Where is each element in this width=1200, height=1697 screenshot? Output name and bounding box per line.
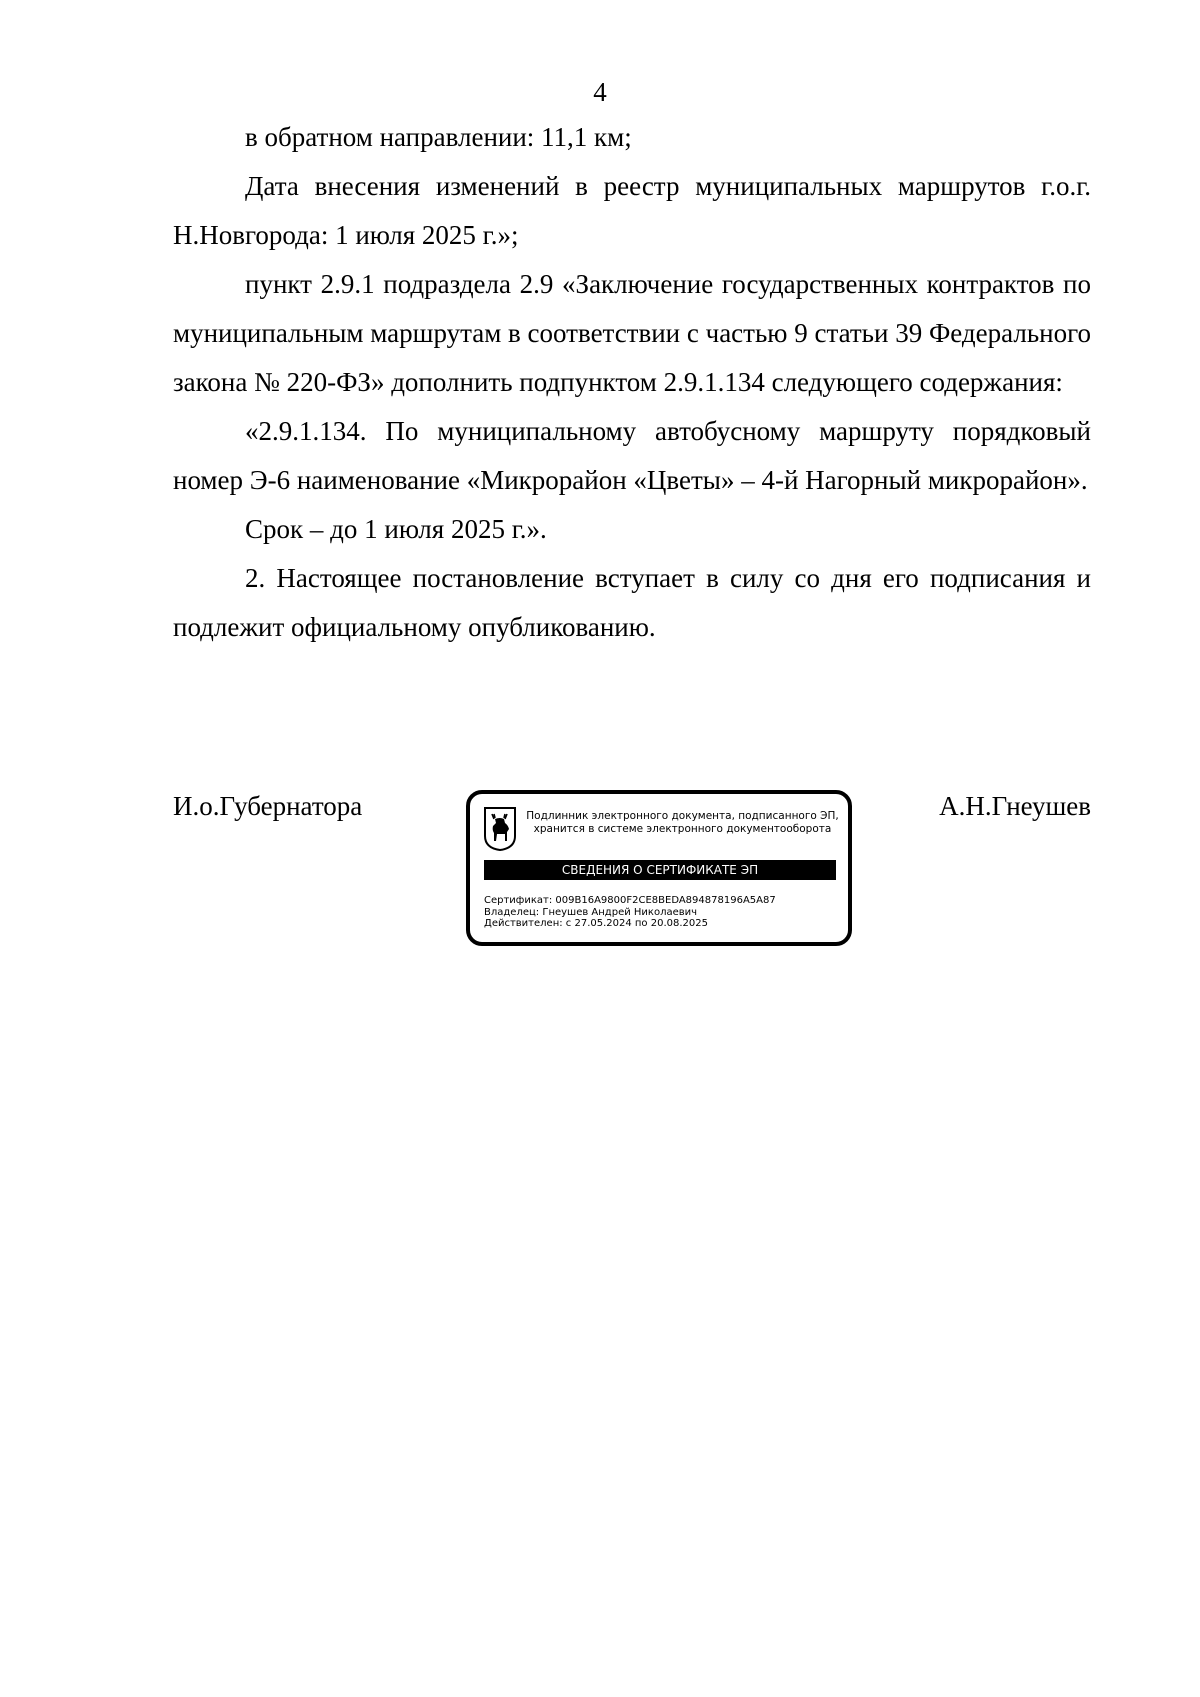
stamp-header (520, 810, 845, 836)
signatory-title: И.о.Губернатора (173, 791, 363, 821)
paragraph: 2. Настоящее постановление вступает в силу со дня его подписания и подлежит официальному опубликованию. (173, 563, 1091, 642)
page-number: 4 (593, 77, 607, 107)
paragraph: пункт 2.9.1 подраздела 2.9 «Заключение государственных контрактов по муниципальным маршрутам в соответствии с частью 9 статьи 39 Федерального закона № 220-ФЗ» дополнить подпунктом 2.9.1.134 следующего содержания: (173, 269, 1091, 397)
certificate-number: Сертификат: 009B16A9800F2CE8BEDA894878196A5A87 (484, 895, 776, 906)
electronic-signature-stamp (466, 790, 852, 946)
coat-of-arms-icon (483, 806, 517, 852)
paragraph: «2.9.1.134. По муниципальному автобусному маршруту порядковый номер Э-6 наименование «Микрорайон «Цветы» – 4-й Нагорный микрорайон». (173, 416, 1091, 495)
certificate-validity: Действителен: с 27.05.2024 по 20.08.2025 (484, 918, 708, 929)
paragraph: Срок – до 1 июля 2025 г.». (245, 514, 547, 544)
signatory-name: А.Н.Гнеушев (939, 791, 1091, 821)
certificate-owner: Владелец: Гнеушев Андрей Николаевич (484, 906, 698, 918)
stamp-header-line: хранится в системе электронного документооборота (533, 823, 832, 835)
document-body (173, 113, 1091, 652)
stamp-header-line: Подлинник электронного документа, подписанного ЭП, (526, 810, 839, 822)
paragraph: Дата внесения изменений в реестр муниципальных маршрутов г.о.г. Н.Новгорода: 1 июля 2025 г.»; (173, 171, 1091, 250)
paragraph: в обратном направлении: 11,1 км; (245, 122, 632, 152)
stamp-certificate-info (484, 895, 844, 930)
stamp-title-bar: СВЕДЕНИЯ О СЕРТИФИКАТЕ ЭП (484, 860, 836, 880)
